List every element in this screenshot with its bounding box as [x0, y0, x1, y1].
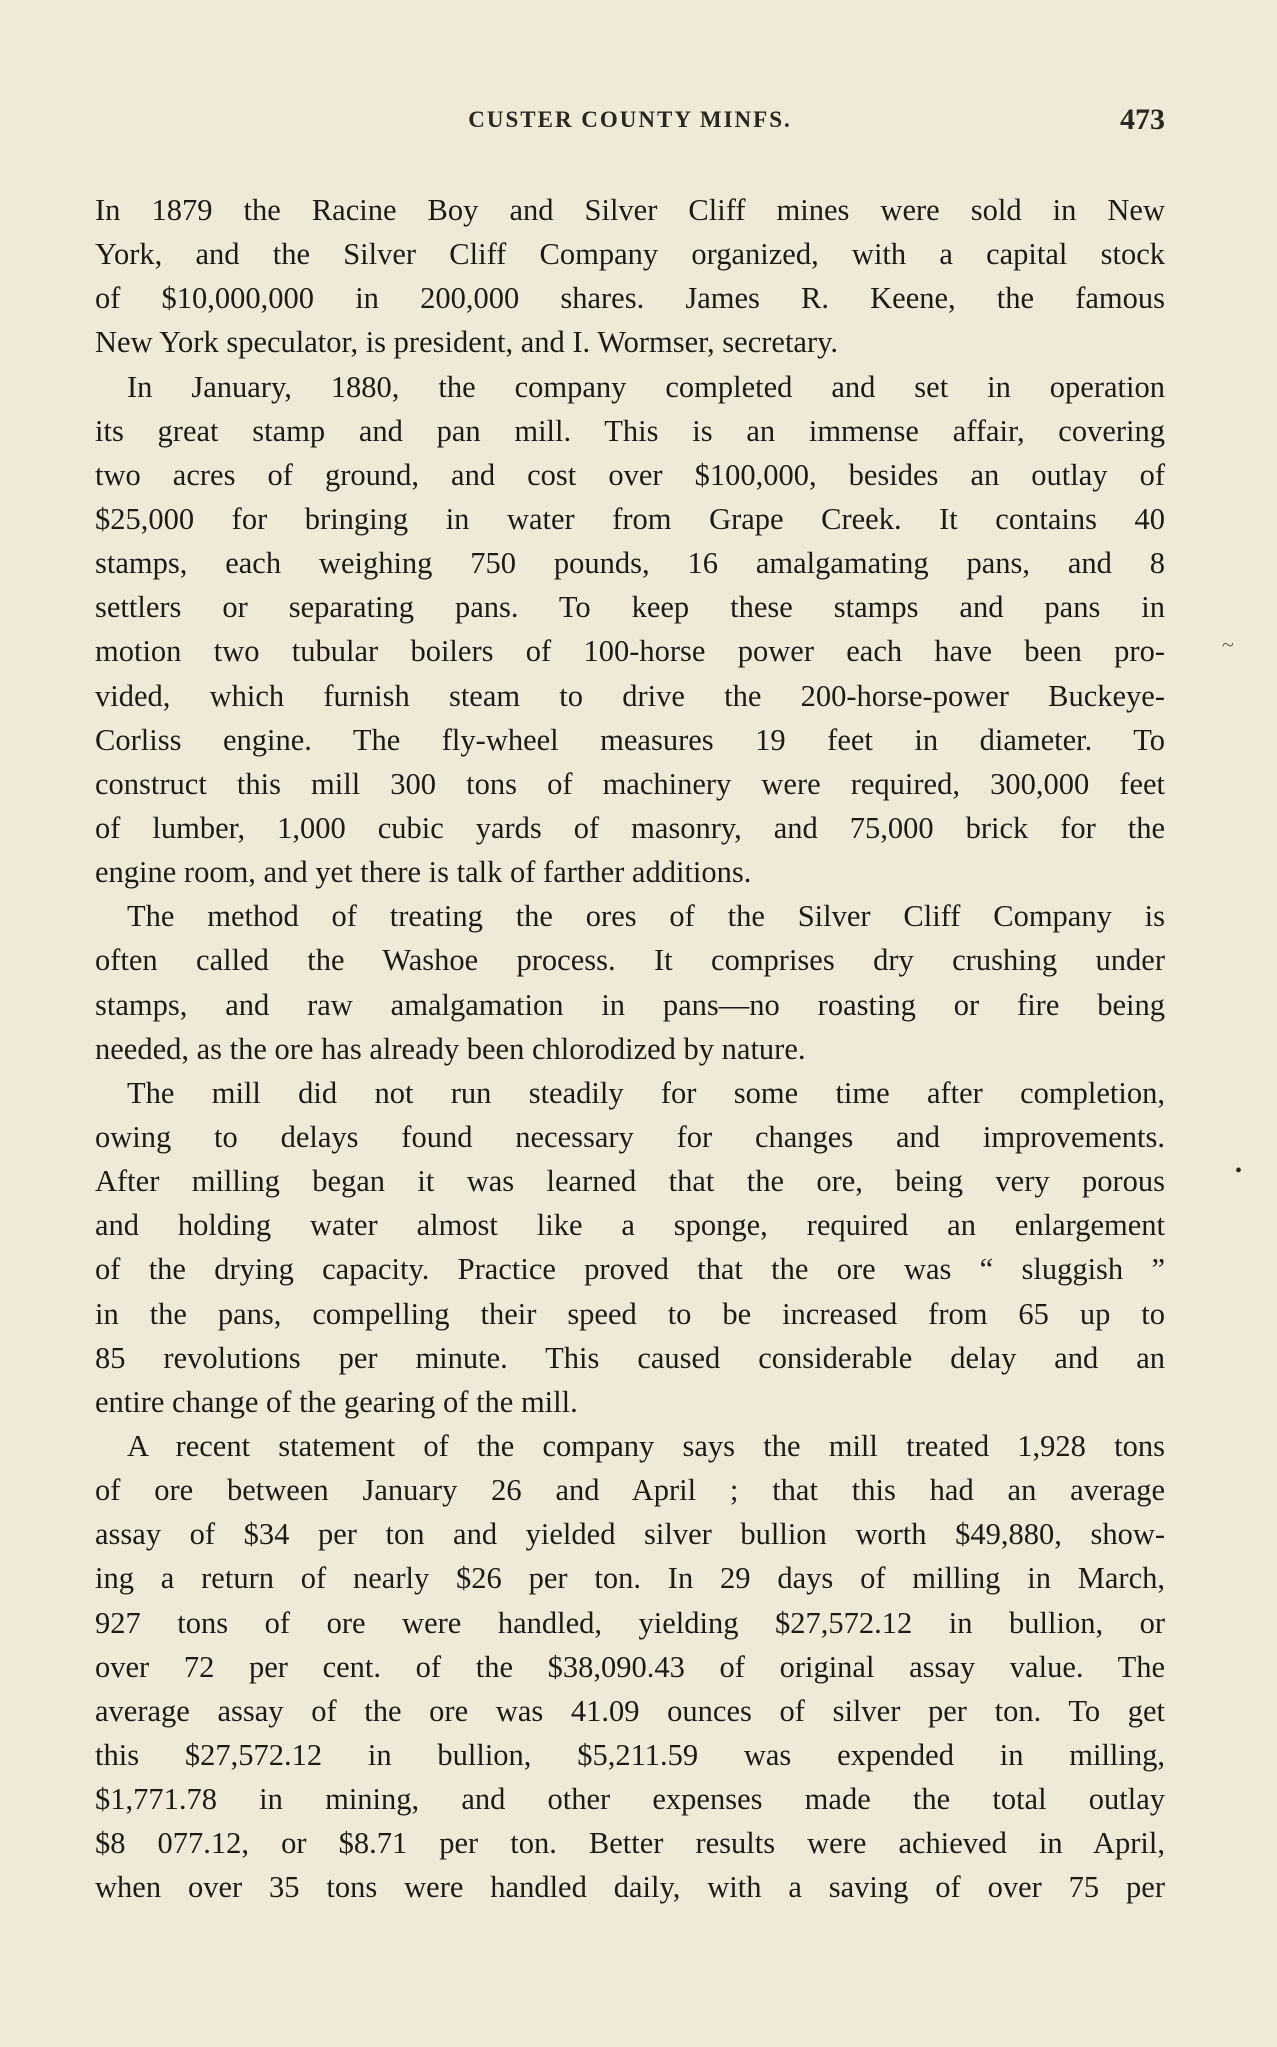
text-line: engine room, and yet there is talk of farther additions. [95, 855, 752, 890]
text-line: its great stamp and pan mill. This is an immense affair, covering [95, 413, 1165, 448]
text-line: motion two tubular boilers of 100-horse power each have been pro- [95, 634, 1165, 669]
text-line: A recent statement of the company says the mill treated 1,928 tons [127, 1428, 1165, 1463]
text-line: of $10,000,000 in 200,000 shares. James R. Keene, the famous [95, 281, 1165, 316]
text-line: Corliss engine. The fly-wheel measures 19 feet in diameter. To [95, 722, 1165, 757]
text-line: The method of treating the ores of the Silver Cliff Company is [127, 899, 1165, 934]
margin-dash-mark: ~ [1222, 632, 1234, 657]
text-line: $1,771.78 in mining, and other expenses made the total outlay [95, 1782, 1165, 1817]
text-line: vided, which furnish steam to drive the 200-horse-power Buckeye- [95, 678, 1165, 713]
text-line: when over 35 tons were handled daily, with a saving of over 75 per [95, 1870, 1165, 1905]
text-line: stamps, each weighing 750 pounds, 16 amalgamating pans, and 8 [95, 546, 1165, 581]
text-line: construct this mill 300 tons of machinery were required, 300,000 feet [95, 766, 1165, 801]
text-line: assay of $34 per ton and yielded silver bullion worth $49,880, show- [95, 1517, 1165, 1552]
text-line: of the drying capacity. Practice proved that the ore was “ sluggish ” [95, 1252, 1165, 1287]
text-line: ing a return of nearly $26 per ton. In 29 days of milling in March, [95, 1561, 1165, 1596]
text-line: needed, as the ore has already been chlorodized by nature. [95, 1031, 806, 1066]
text-line: New York speculator, is president, and I. Wormser, secretary. [95, 325, 839, 360]
page-number: 473 [1120, 103, 1165, 136]
text-line: owing to delays found necessary for changes and improvements. [95, 1119, 1165, 1154]
text-line: 85 revolutions per minute. This caused considerable delay and an [95, 1340, 1165, 1375]
text-line: York, and the Silver Cliff Company organized, with a capital stock [95, 237, 1165, 272]
text-line: often called the Washoe process. It comprises dry crushing under [95, 943, 1165, 978]
text-line: stamps, and raw amalgamation in pans—no roasting or fire being [95, 987, 1165, 1022]
text-line: in the pans, compelling their speed to be increased from 65 up to [95, 1296, 1165, 1331]
text-line: After milling began it was learned that the ore, being very porous [95, 1164, 1165, 1199]
text-line: The mill did not run steadily for some time after completion, [127, 1075, 1165, 1110]
text-line: over 72 per cent. of the $38,090.43 of original assay value. The [95, 1649, 1165, 1684]
text-line: average assay of the ore was 41.09 ounces of silver per ton. To get [95, 1693, 1165, 1728]
text-line: $8 077.12, or $8.71 per ton. Better results were achieved in April, [95, 1826, 1165, 1861]
text-line: $25,000 for bringing in water from Grape Creek. It contains 40 [95, 501, 1165, 536]
body-text [95, 188, 1165, 1909]
text-line: In 1879 the Racine Boy and Silver Cliff mines were sold in New [95, 193, 1165, 227]
running-head [95, 103, 1165, 139]
text-line: In January, 1880, the company completed and set in operation [127, 369, 1165, 404]
text-line: of ore between January 26 and April ; that this had an average [95, 1473, 1165, 1508]
text-line: settlers or separating pans. To keep these stamps and pans in [95, 590, 1165, 625]
text-line: this $27,572.12 in bullion, $5,211.59 was expended in milling, [95, 1737, 1165, 1772]
text-line: two acres of ground, and cost over $100,000, besides an outlay of [95, 457, 1165, 492]
text-line: and holding water almost like a sponge, required an enlargement [95, 1208, 1165, 1243]
running-title: CUSTER COUNTY MINFS. [468, 107, 792, 132]
text-line: 927 tons of ore were handled, yielding $27,572.12 in bullion, or [95, 1605, 1165, 1640]
margin-dot-mark: • [1235, 1160, 1243, 1182]
text-line: entire change of the gearing of the mill. [95, 1384, 578, 1419]
text-line: of lumber, 1,000 cubic yards of masonry, and 75,000 brick for the [95, 810, 1165, 845]
